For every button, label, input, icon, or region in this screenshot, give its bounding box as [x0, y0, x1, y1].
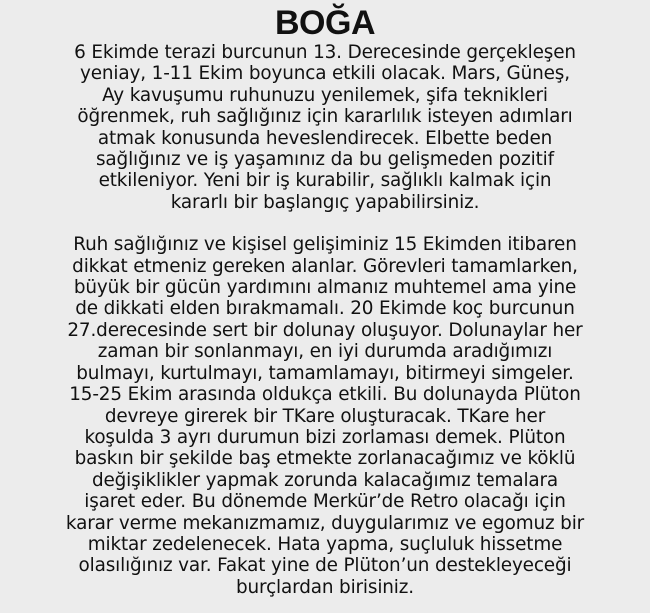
text-line: etkileniyor. Yeni bir iş kurabilir, sağlıklı kalmak için — [98, 170, 552, 192]
text-line: sağlığınız ve iş yaşamınız da bu gelişmeden pozitif — [96, 149, 554, 171]
paragraph-spacer — [14, 213, 636, 234]
text-line: karar verme mekanızmamız, duygularımız ve egomuz bir — [65, 512, 585, 534]
text-line: yeniay, 1-11 Ekim boyunca etkili olacak. Mars, Güneş, — [80, 63, 570, 85]
text-line: öğrenmek, ruh sağlığınız için kararlılık isteyen adımları — [77, 106, 573, 128]
text-line: devreye girerek bir TKare oluşturacak. TKare her — [104, 405, 546, 427]
text-line: miktar zedelenecek. Hata yapma, suçluluk hissetme — [87, 533, 563, 555]
text-line: dikkat etmeniz gereken alanlar. Görevleri tamamlarken, — [72, 255, 578, 277]
paragraph-2 — [14, 234, 636, 598]
text-line: büyük bir gücün yardımını almanız muhtemel ama yine — [73, 277, 577, 299]
text-line: Ay kavuşumu ruhunuzu yenilemek, şifa teknikleri — [102, 84, 548, 106]
text-line: koşulda 3 ayrı durumun bizi zorlaması demek. Plüton — [84, 426, 566, 448]
horoscope-body — [14, 42, 636, 598]
text-line: burçlardan birisiniz. — [236, 576, 414, 598]
paragraph-1 — [14, 42, 636, 213]
text-line: kararlı bir başlangıç yapabilirsiniz. — [170, 191, 480, 213]
page-title: BOĞA — [275, 4, 375, 42]
text-line: atmak konusunda heveslendirecek. Elbette beden — [97, 127, 553, 149]
text-line: 6 Ekimde terazi burcunun 13. Derecesinde gerçekleşen — [74, 42, 576, 63]
text-line: olasılığınız var. Fakat yine de Plüton’un destekleyeceği — [78, 555, 572, 577]
text-line: de dikkati elden bırakmamalı. 20 Ekimde koç burcunun — [75, 298, 575, 320]
text-line: işaret eder. Bu dönemde Merkür’de Retro olacağı için — [84, 491, 566, 513]
text-line: Ruh sağlığınız ve kişisel gelişiminiz 15 Ekimden itibaren — [73, 234, 577, 256]
text-line: 15-25 Ekim arasında oldukça etkili. Bu dolunayda Plüton — [69, 384, 581, 406]
text-line: bulmayı, kurtulmayı, tamamlamayı, bitirmeyi simgeler. — [76, 362, 574, 384]
text-line: 27.derecesinde sert bir dolunay oluşuyor. Dolunaylar her — [67, 319, 583, 341]
text-line: baskın bir şekilde baş etmekte zorlanacağımız ve köklü — [74, 448, 576, 470]
text-line: zaman bir sonlanmayı, en iyi durumda aradığımızı — [97, 341, 553, 363]
text-line: değişiklikler yapmak zorunda kalacağımız temalara — [91, 469, 559, 491]
